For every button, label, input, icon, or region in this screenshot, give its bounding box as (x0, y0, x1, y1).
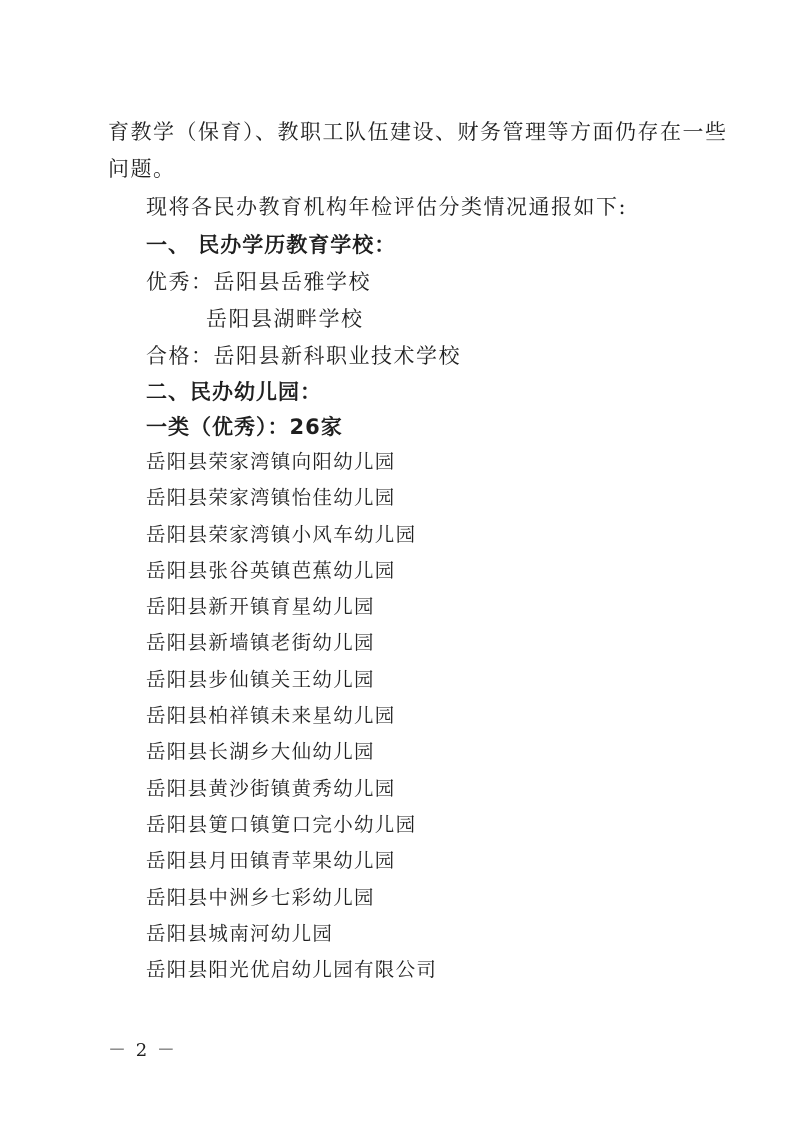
list-item: 岳阳县长湖乡大仙幼儿园 (146, 740, 375, 764)
paragraph-end: 问题。 (108, 157, 176, 181)
category-heading: 一类（优秀）：26家 (146, 415, 343, 439)
excellent-label: 优秀： (146, 270, 214, 294)
qualified-label: 合格： (146, 344, 214, 368)
list-item: 岳阳县阳光优启幼儿园有限公司 (146, 958, 438, 982)
paragraph-continuation: 育教学（保育）、教职工队伍建设、财务管理等方面仍存在一些 (108, 120, 728, 144)
list-item: 岳阳县荣家湾镇向阳幼儿园 (146, 450, 396, 473)
list-item: 岳阳县荣家湾镇怡佳幼儿园 (146, 486, 396, 510)
intro-sentence: 现将各民办教育机构年检评估分类情况通报如下: (146, 195, 628, 219)
list-item: 岳阳县月田镇青苹果幼儿园 (146, 849, 396, 873)
list-item: 岳阳县步仙镇关王幼儿园 (146, 667, 375, 691)
list-item: 岳阳县新开镇育星幼儿园 (146, 595, 375, 619)
list-item: 岳阳县荣家湾镇小风车幼儿园 (146, 522, 417, 546)
list-item: 岳阳县中洲乡七彩幼儿园 (146, 885, 375, 909)
list-item: 岳阳县柏祥镇未来星幼儿园 (146, 704, 396, 728)
list-item: 岳阳县张谷英镇芭蕉幼儿园 (146, 558, 396, 582)
list-item: 岳阳县筻口镇筻口完小幼儿园 (146, 812, 417, 836)
kindergarten-list (146, 444, 437, 988)
excellent-school: 岳阳县岳雅学校 (213, 270, 371, 294)
section-heading-schools: 一、 民办学历教育学校： (146, 233, 397, 257)
qualified-row (146, 342, 461, 370)
list-item: 岳阳县新墙镇老街幼儿园 (146, 631, 375, 655)
list-item: 岳阳县黄沙街镇黄秀幼儿园 (146, 776, 396, 800)
section-heading-kindergartens: 二、民办幼儿园： (146, 380, 322, 404)
list-item: 岳阳县城南河幼儿园 (146, 921, 334, 945)
excellent-school: 岳阳县湖畔学校 (206, 307, 364, 331)
page-number: － 2 － (108, 1040, 177, 1061)
qualified-school: 岳阳县新科职业技术学校 (213, 344, 461, 368)
excellent-row (146, 268, 371, 296)
